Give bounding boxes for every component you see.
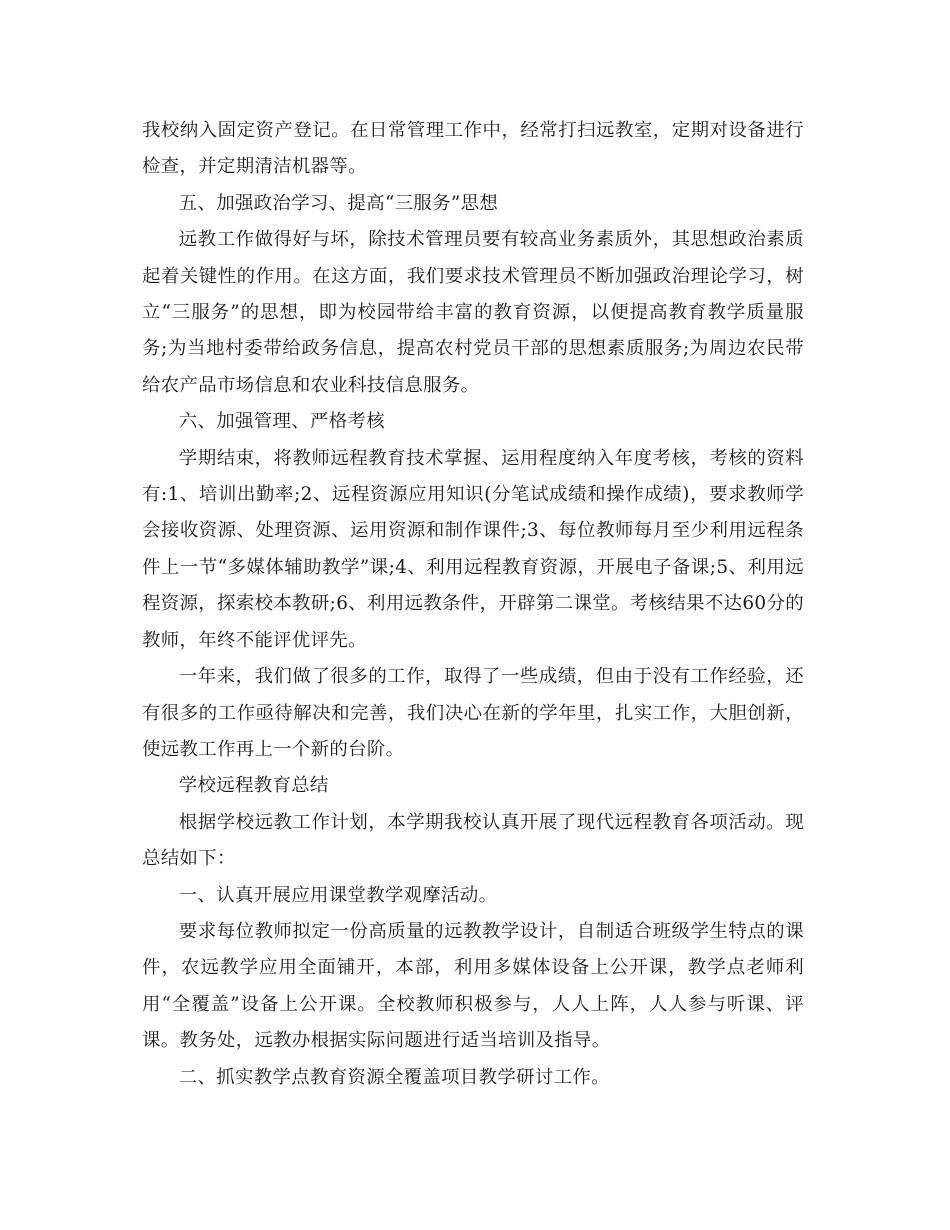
paragraph-teaching-design: 要求每位教师拟定一份高质量的远教教学设计，自制适合班级学生特点的课件，农远教学应用全面铺开，本部，利用多媒体设备上公开课，教学点老师利用“全覆盖”设备上公开课。全校教师积极参与，人人上阵，人人参与听课、评课。教务处，远教办根据实际问题进行适当培训及指导。 — [142, 920, 804, 1052]
paragraph-political-quality: 远教工作做得好与坏，除技术管理员要有较高业务素质外，其思想政治素质起着关键性的作用。在这方面，我们要求技术管理员不断加强政治理论学习，树立“三服务”的思想，即为校园带给丰富的教育资源，以便提高教育教学质量服务;为当地村委带给政务信息，提高农村党员干部的思想素质服务;为周边农民带给农产品市场信息和农业科技信息服务。 — [142, 229, 804, 396]
heading-observation-activities: 一、认真开展应用课堂教学观摩活动。 — [178, 884, 498, 906]
paragraph-year-summary: 一年来，我们做了很多的工作，取得了一些成绩，但由于没有工作经验，还有很多的工作亟待解决和完善，我们决心在新的学年里，扎实工作，大胆创新，使远教工作再上一个新的台阶。 — [142, 666, 804, 760]
paragraph-assessment-items: 学期结束，将教师远程教育技术掌握、运用程度纳入年度考核，考核的资料有:1、培训出勤率;2、远程资源应用知识(分笔试成绩和操作成绩)，要求教师学会接收资源、处理资源、运用资源和制作课件;3、每位教师每月至少利用远程条件上一节“多媒体辅助教学”课;4、利用远程教育资源，开展电子备课;5、利用远程资源，探索校本教研;6、利用远教条件，开辟第二课堂。考核结果不达60分的教师，年终不能评优评先。 — [142, 447, 804, 651]
paragraph-asset-registration: 我校纳入固定资产登记。在日常管理工作中，经常打扫远教室，定期对设备进行检查，并定期清洁机器等。 — [142, 120, 804, 178]
heading-political-study: 五、加强政治学习、提高“三服务”思想 — [178, 192, 499, 214]
heading-school-distance-education-summary: 学校远程教育总结 — [178, 775, 329, 797]
paragraph-summary-intro: 根据学校远教工作计划，本学期我校认真开展了现代远程教育各项活动。现总结如下： — [142, 811, 804, 870]
heading-teaching-point-research: 二、抓实教学点教育资源全覆盖项目教学研讨工作。 — [178, 1066, 610, 1088]
heading-management-assessment: 六、加强管理、严格考核 — [178, 411, 385, 433]
